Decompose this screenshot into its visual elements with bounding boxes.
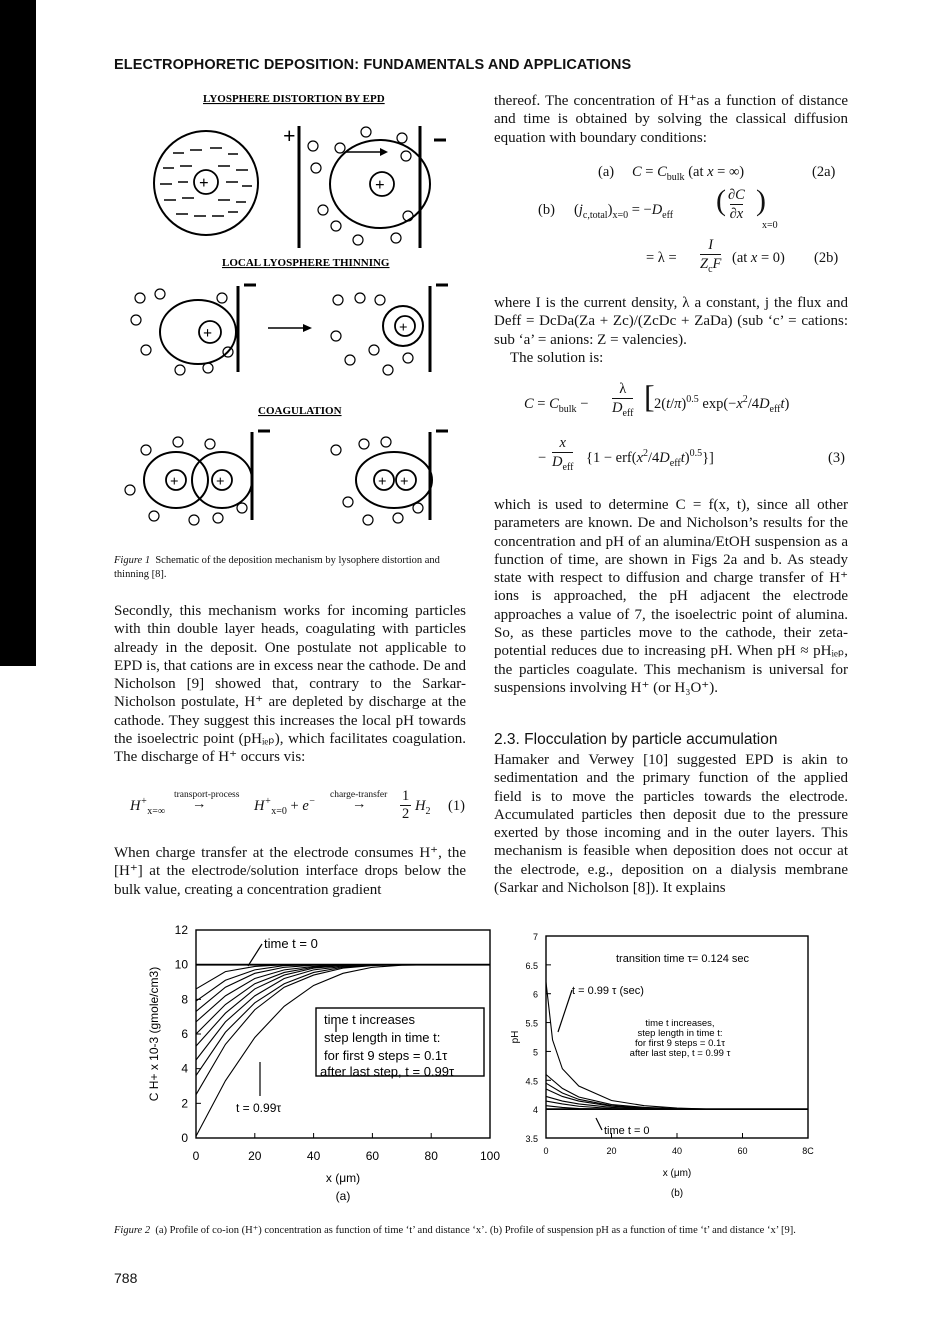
margin-black-bar (0, 0, 36, 666)
chart-a-y-tick-label: 10 (174, 957, 188, 972)
chart-a-annotation-3: time t increases (324, 1012, 416, 1027)
chart-b-y-tick-label: 6 (532, 989, 538, 1000)
chart-b-annotation-arrow (558, 990, 572, 1032)
svg-text:+: + (400, 474, 409, 490)
figure2a-chart (136, 918, 508, 1204)
eq3-number: (3) (828, 450, 845, 466)
svg-text:+: + (378, 474, 387, 490)
chart-b-x-tick-label: 60 (737, 1146, 748, 1156)
chart-b-annotation-4: step length in time t: (637, 1028, 723, 1039)
chart-a-annotation-arrow (248, 944, 262, 966)
chart-a-x-tick-label: 100 (479, 1149, 501, 1163)
chart-b-annotation-5: for first 9 steps = 0.1τ (634, 1038, 726, 1049)
right-column-para3: The solution is: (510, 350, 604, 366)
fig1-title-3: COAGULATION (258, 405, 342, 417)
section-heading: 2.3. Flocculation by particle accumulation (494, 731, 778, 748)
svg-text:+: + (203, 325, 213, 342)
figure2-caption-label: Figure 2 (114, 1225, 151, 1236)
chart-a-x-tick-label: 80 (424, 1149, 438, 1163)
chart-b-y-tick-label: 6.5 (525, 960, 538, 971)
chart-b-y-tick-label: 4 (532, 1105, 538, 1116)
chart-b-panel-label: (b) (670, 1188, 684, 1199)
chart-b-annotation-arrow (596, 1118, 602, 1130)
right-column-para2: where I is the current density, λ a constant, j the flux and Deff = DcDa(Za + Zc)/(ZcDc + ZaDa) (sub ‘c’ = cations: sub ‘a’ = anions: Z = valencies). (494, 295, 848, 348)
chart-b-annotation-7: time t = 0 (604, 1125, 650, 1137)
chart-a-panel-label: (a) (335, 1189, 351, 1203)
svg-text:+: + (216, 474, 225, 490)
svg-text:+: + (170, 474, 179, 490)
chart-b-x-tick-label: 40 (671, 1146, 683, 1156)
chart-b-annotation-3: time t increases, (645, 1018, 715, 1029)
chart-b-annotation-2: t = 0.99 τ (sec) (572, 985, 644, 997)
running-head: ELECTROPHORETIC DEPOSITION: FUNDAMENTALS AND APPLICATIONS (114, 57, 632, 73)
chart-a-y-tick-label: 2 (181, 1096, 188, 1111)
left-column-para2: When charge transfer at the electrode consumes H⁺, the [H⁺] at the electrode/solution interface drops below the bulk value, creating a concentration gradient (114, 845, 466, 898)
chart-a-annotation-6: after last step, t = 0.99τ (320, 1064, 455, 1079)
svg-text:+: + (283, 123, 296, 148)
chart-b-x-tick-label: 20 (606, 1146, 617, 1156)
chart-a-x-axis-label: x (μm) (325, 1171, 361, 1185)
figure1-caption-label: Figure 1 (114, 555, 151, 566)
chart-b-x-tick-label: 8C (802, 1146, 814, 1156)
figure1-caption (114, 554, 466, 582)
chart-b-y-tick-label: 4.5 (525, 1076, 538, 1087)
chart-a-x-tick-label: 20 (248, 1149, 262, 1163)
eq1-arrow-label-2: charge-transfer (330, 790, 388, 800)
chart-a-y-tick-label: 12 (174, 923, 188, 937)
eq1-arrow-label-1: transport-process (174, 790, 240, 800)
chart-b-y-axis-label: pH (510, 1030, 521, 1044)
eq2b-number: (2b) (814, 250, 839, 266)
chart-b-x-tick-label: 0 (543, 1146, 549, 1156)
svg-text:+: + (199, 173, 209, 192)
chart-b-series-line-7 (546, 1075, 710, 1110)
chart-a-annotation-5: for first 9 steps = 0.1τ (324, 1048, 448, 1063)
equation-1: $H^+_{x=\infty}$ transport-process → $H^+_{x=0} + e^-$ charge-transfer → 1 2 $H_2$ (1) (130, 788, 465, 822)
figure2-caption (114, 1224, 848, 1238)
left-column-para1: Secondly, this mechanism works for incoming particles with thin double layer heads, coagulating with particles already in the deposit. One postulate not applicable to EPD is, that cations are in excess near the cathode. De and Nicholson [9] showed that, contrary to the Sarkar-Nicholson postulate, H⁺ are depleted by discharge at the cathode. They suggest this increases the local pH towards the isoelectric point (pHᵢₑₚ), which facilitates coagulation. The discharge of H⁺ occurs vis: (114, 603, 466, 766)
chart-b-y-tick-label: 3.5 (525, 1134, 538, 1144)
chart-a-x-tick-label: 0 (192, 1149, 200, 1163)
chart-b-y-tick-label: 5 (532, 1047, 538, 1058)
chart-a-y-tick-label: 4 (181, 1061, 188, 1076)
chart-b-x-axis-label: x (μm) (662, 1168, 692, 1179)
eq2a-number: (2a) (812, 164, 836, 180)
chart-b-annotation-1: transition time τ= 0.124 sec (616, 953, 750, 965)
chart-a-y-tick-label: 8 (181, 992, 188, 1007)
svg-text:+: + (375, 175, 385, 194)
figure2b-chart (506, 924, 824, 1204)
svg-text:+: + (399, 320, 408, 336)
equation-3: $C = C_{bulk}$ − λ $D_{eff}$ [ $2(t/\pi)^{0.5}$ $\exp(-x^2/4D_{eff}t)$ − x $D_{eff}$ $\{1 - erf(x^2/4D_{eff}t)^{0.5}\}$] (3) (524, 378, 845, 473)
right-column-para5: Hamaker and Verwey [10] suggested EPD is akin to sedimentation and the primary function of the applied field is to move the particles towards the electrode. Accumulated particles then deposit due to the pressure exerted by those incoming and in the outer layers. This mechanism is feasible when deposition does not occur at the electrode, e.g., deposition on a dialysis membrane (Sarkar and Nicholson [8]). It explains (494, 752, 848, 897)
right-column-para4: which is used to determine C = f(x, t), since all other parameters are known. De and Nicholson’s results for the concentration and pH of an alumina/EtOH suspension as a function of time, are shown in Figs 2a and b. As steady state with respect to diffusion and charge transfer of H⁺ ions is approached, the pH adjacent the electrode approaches a value of 7, the isoelectric point of alumina. So, as these particles move to the cathode, their zeta-potential reduces due to increasing pH. When pH ≈ pHᵢₑₚ, the particles coagulate. This mechanism is universal for suspensions involving H⁺ (or H₃O⁺). (494, 497, 848, 696)
chart-b-y-tick-label: 7 (532, 932, 538, 942)
figure1-caption-text: Schematic of the deposition mechanism by lysophere distortion and thinning [8]. (114, 555, 440, 580)
equation-2: (a) $C = C_{bulk}$ (at x = ∞) (2a) (b) $(j_{c,total})_{x=0} = -D_{eff}$ ( ∂C ∂x ) x=0 = λ = I $Z_cF$ (at x = 0) (2b) (538, 164, 839, 275)
page-number: 788 (114, 1270, 138, 1286)
chart-a-annotation-4: step length in time t: (324, 1030, 441, 1045)
chart-a-x-tick-label: 40 (306, 1149, 321, 1163)
chart-b-annotation-6: after last step, t = 0.99 τ (629, 1048, 731, 1059)
right-column-para1: thereof. The concentration of H⁺as a function of distance and time is obtained by solving the classical diffusion equation with boundary conditions: (494, 93, 848, 146)
figure2-caption-text: (a) Profile of co-ion (H⁺) concentration as function of time ‘t’ and distance ‘x’. (b) Profile of suspension pH as a function of time ‘t’ and distance ‘x’ [9]. (155, 1225, 796, 1236)
fig1-title-1: LYOSPHERE DISTORTION BY EPD (203, 93, 385, 105)
fig1-title-2: LOCAL LYOSPHERE THINNING (222, 257, 390, 269)
eq2a-label: (a) (598, 164, 615, 180)
figure1-schematic (118, 88, 468, 533)
chart-a-y-axis-label: C H+ x 10-3 (gmole/cm3) (147, 966, 161, 1102)
chart-a-annotation-2: t = 0.99τ (236, 1101, 282, 1115)
eq1-number: (1) (448, 798, 465, 814)
chart-a-annotation-1: time t = 0 (264, 936, 318, 951)
chart-b-y-tick-label: 5.5 (525, 1018, 538, 1029)
chart-a-y-tick-label: 0 (181, 1131, 188, 1145)
chart-a-x-tick-label: 60 (365, 1149, 380, 1163)
eq2b-label: (b) (538, 202, 555, 218)
chart-a-y-tick-label: 6 (181, 1027, 188, 1041)
